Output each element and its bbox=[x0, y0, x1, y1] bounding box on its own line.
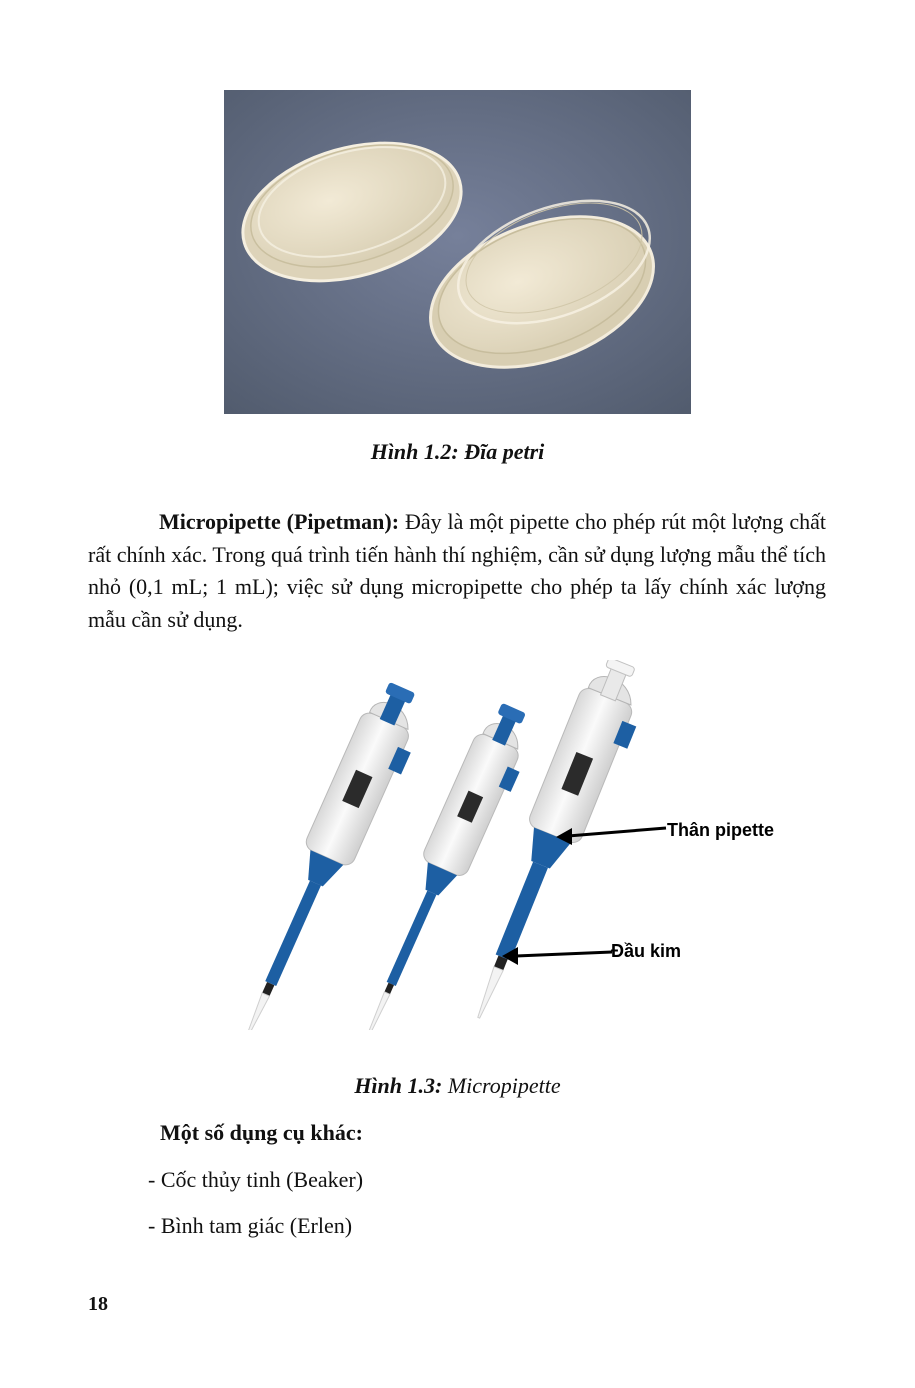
list-item: - Bình tam giác (Erlen) bbox=[148, 1213, 353, 1238]
arrow-dau-kim bbox=[502, 947, 612, 965]
petri-dish-photo bbox=[224, 90, 691, 414]
paragraph-term: Micropipette (Pipetman): bbox=[159, 509, 400, 534]
pipette-3 bbox=[453, 660, 657, 1030]
caption-title: Micropipette bbox=[442, 1073, 561, 1098]
label-than-pipette: Thân pipette bbox=[667, 820, 774, 840]
page-number: 18 bbox=[88, 1293, 108, 1315]
micropipette-paragraph bbox=[88, 506, 826, 636]
paragraph-text: Đây là một pipette cho phép rút một lượng chất rất chính xác. Trong quá trình tiến hành thí nghiệm, cần sử dụng lượng mẫu thể tích nhỏ (0,1 mL; 1 mL); việc sử dụng micropipette cho phép ta lấy chính xác lượng mẫu cần sử dụng. bbox=[88, 509, 826, 632]
figure-caption-petri: Hình 1.2: Đĩa petri bbox=[370, 439, 545, 464]
micropipette-figure bbox=[230, 660, 830, 1030]
figure-caption-micropipette bbox=[0, 1073, 915, 1099]
label-dau-kim: Đầu kim bbox=[611, 941, 682, 961]
list-item: - Cốc thủy tinh (Beaker) bbox=[148, 1167, 364, 1192]
section-heading: Một số dụng cụ khác: bbox=[160, 1120, 363, 1145]
pipette-1 bbox=[230, 677, 434, 1030]
caption-label: Hình 1.3: bbox=[354, 1073, 443, 1098]
